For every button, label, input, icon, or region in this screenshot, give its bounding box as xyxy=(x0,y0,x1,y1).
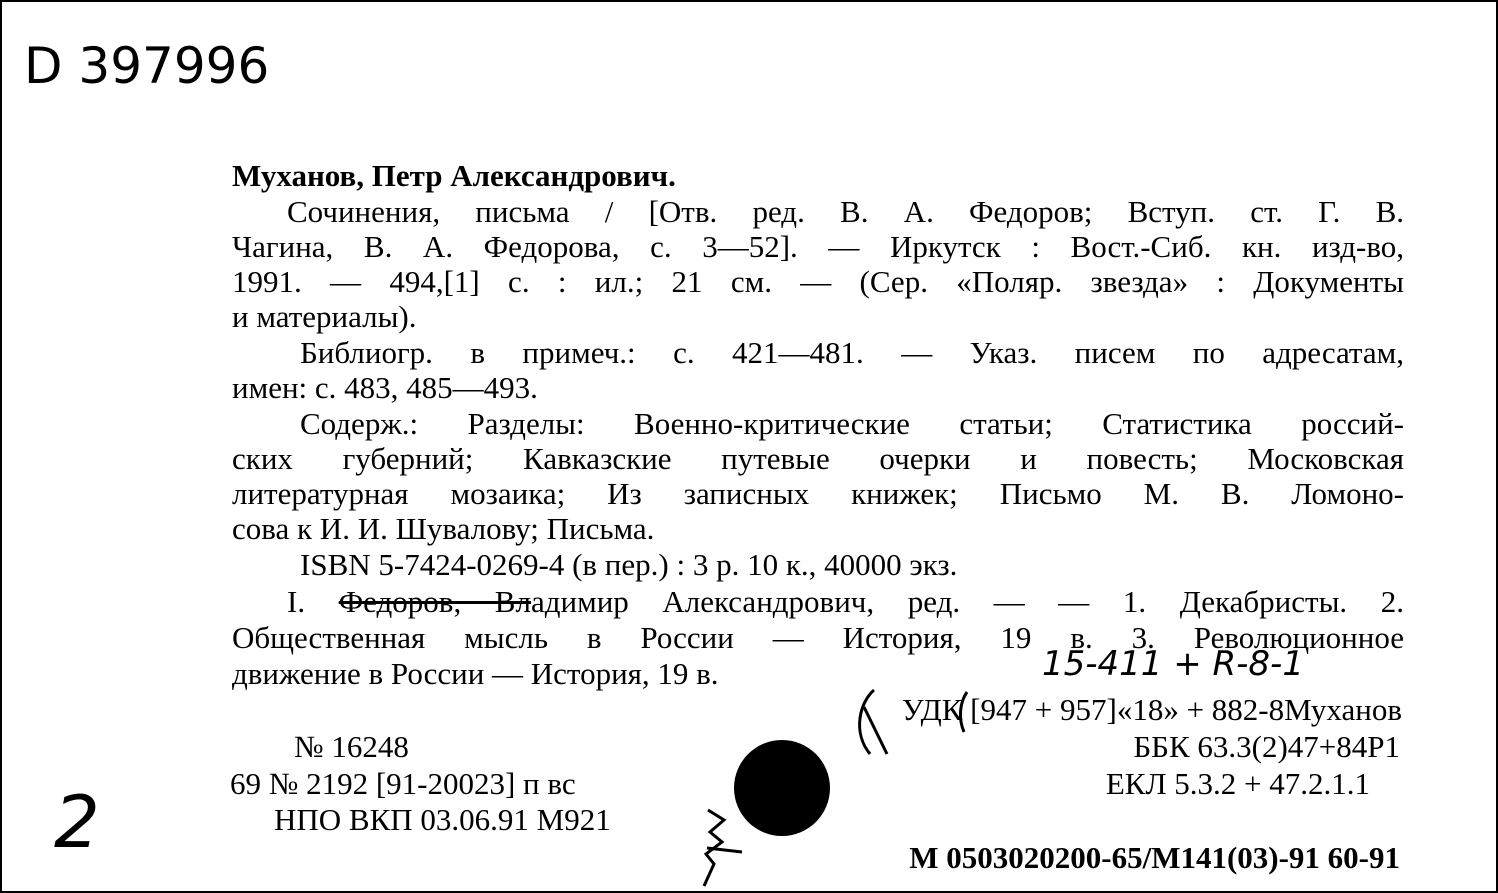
body-line-4: и материалы). xyxy=(232,299,417,334)
body-line-1: Сочинения, письма / [Отв. ред. В. А. Федоров; Вступ. ст. Г. В. xyxy=(287,194,1404,229)
call-number: D 397996 xyxy=(24,37,270,95)
body-line-2: Чагина, В. А. Федорова, с. 3—52]. — Иркутск : Вост.-Сиб. кн. изд-во, xyxy=(232,229,1404,264)
body-line-9: литературная мозаика; Из записных книжек; Письмо М. В. Ломоно- xyxy=(232,476,1404,511)
body-line-7: Содерж.: Разделы: Военно-критические статьи; Статистика россий- xyxy=(300,406,1404,441)
isbn-line: ISBN 5-7424-0269-4 (в пер.) : 3 р. 10 к., 40000 экз. xyxy=(300,547,958,582)
tracing-roman-numeral: I. xyxy=(287,584,306,619)
struck-text: Федоров, Вл xyxy=(338,584,531,619)
handwritten-annotation: 15-411 + R-8-1 xyxy=(1042,644,1304,684)
record-number: № 16248 xyxy=(294,729,409,764)
handwritten-corner-mark: 2 xyxy=(54,780,100,864)
body-line-13: Общественная мысль в России — История, 19 в. 3. Революционное xyxy=(232,620,1404,655)
ekl-line: ЕКЛ 5.3.2 + 47.2.1.1 xyxy=(1105,766,1370,801)
body-line-5: Библиогр. в примеч.: с. 421—481. — Указ. писем по адресатам, xyxy=(300,335,1404,370)
printer-line: НПО ВКП 03.06.91 М921 xyxy=(274,802,611,837)
pen-marks xyxy=(2,2,1498,893)
order-line: 69 № 2192 [91-20023] п вс xyxy=(230,766,576,801)
tracing-text: адимир Александрович, ред. — — 1. Декабристы. 2. xyxy=(530,584,1404,619)
body-line-6: имен: с. 483, 485—493. xyxy=(232,370,538,405)
udk-line: УДК [947 + 957]«18» + 882-8Муханов xyxy=(901,692,1402,727)
body-line-10: сова к И. И. Шувалову; Письма. xyxy=(232,511,655,546)
author-heading: Муханов, Петр Александрович. xyxy=(232,158,676,193)
body-line-14: движение в России — История, 19 в. xyxy=(232,656,719,691)
body-line-3: 1991. — 494,[1] с. : ил.; 21 см. — (Сер. «Поляр. звезда» : Документы xyxy=(232,264,1404,299)
bottom-code: М 0503020200-65/М141(03)-91 60-91 xyxy=(909,840,1400,875)
bbk-line: ББК 63.3(2)47+84Р1 xyxy=(1133,729,1400,764)
body-line-8: ских губерний; Кавказские путевые очерки и повесть; Московская xyxy=(232,441,1404,476)
